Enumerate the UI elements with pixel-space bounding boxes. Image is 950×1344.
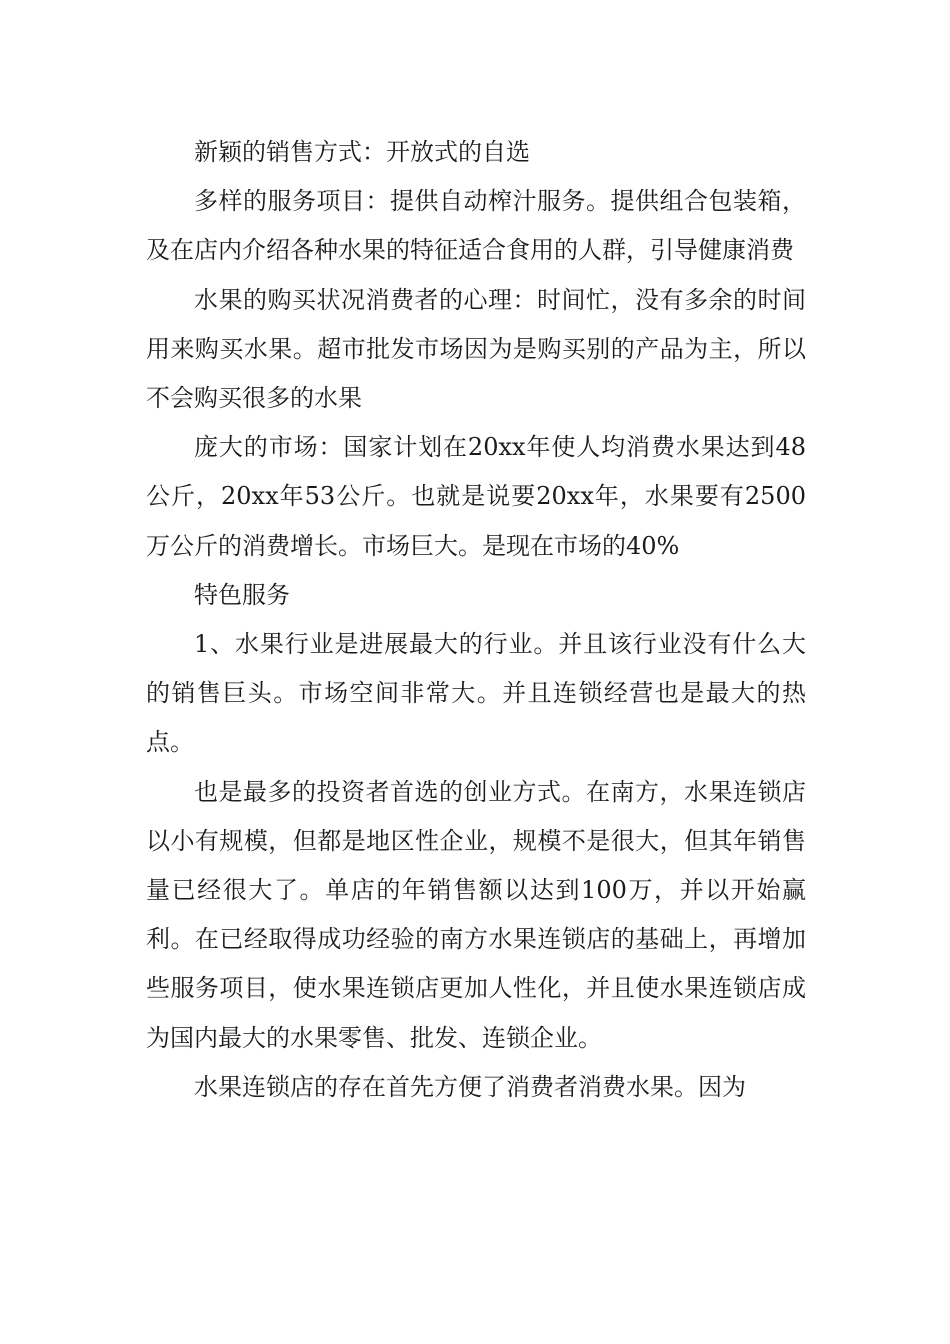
document-body <box>146 128 806 1112</box>
paragraph-sales-method: 新颖的销售方式：开放式的自选 <box>194 138 530 166</box>
paragraph-investor-choice: 也是最多的投资者首选的创业方式。在南方，水果连锁店以小有规模，但都是地区性企业，规模不是很大，但其年销售量已经很大了。单店的年销售额以达到100万，并以开始赢利。在已经取得成功经验的南方水果连锁店的基础上，再增加些服务项目，使水果连锁店更加人性化，并且使水果连锁店成为国内最大的水果零售、批发、连锁企业。 <box>146 777 806 1052</box>
paragraph-service-items: 多样的服务项目：提供自动榨汁服务。提供组合包装箱，及在店内介绍各种水果的特征适合食用的人群，引导健康消费 <box>146 187 806 265</box>
paragraph-feature-heading: 特色服务 <box>194 580 290 609</box>
paragraph-industry-growth: 1、水果行业是进展最大的行业。并且该行业没有什么大的销售巨头。市场空间非常大。并且连锁经营也是最大的热点。 <box>146 630 806 757</box>
paragraph-market-size: 庞大的市场：国家计划在20xx年使人均消费水果达到48公斤，20xx年53公斤。也就是说要20xx年，水果要有2500万公斤的消费增长。市场巨大。是现在市场的40% <box>146 433 806 560</box>
paragraph-consumer-psychology: 水果的购买状况消费者的心理：时间忙，没有多余的时间用来购买水果。超市批发市场因为是购买别的产品为主，所以不会购买很多的水果 <box>146 285 806 413</box>
paragraph-convenience: 水果连锁店的存在首先方便了消费者消费水果。因为 <box>194 1072 746 1101</box>
